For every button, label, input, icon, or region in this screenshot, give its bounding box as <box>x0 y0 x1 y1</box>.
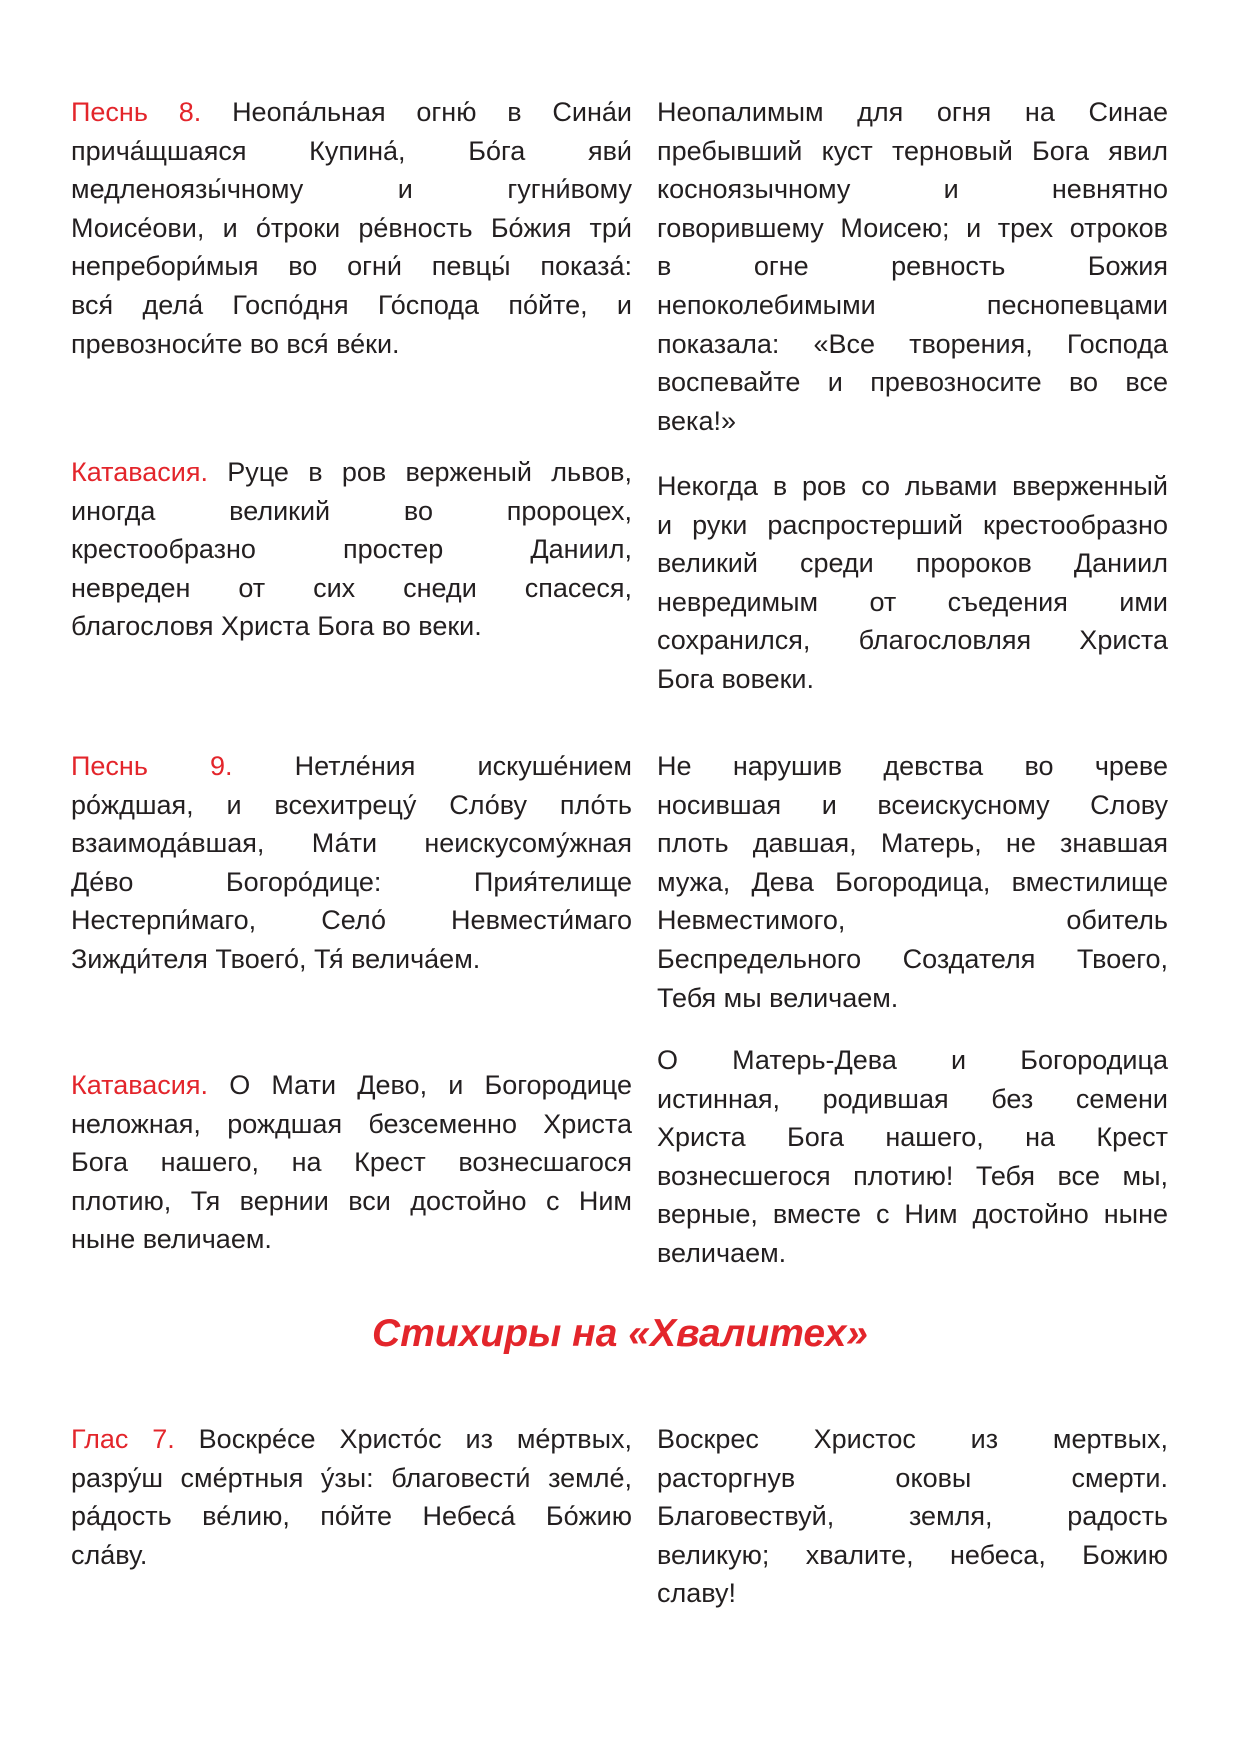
text-line: верные, вместе с Ним достойно ныне <box>657 1199 1168 1230</box>
text-line: Нестерпи́маго, Село́ Невмести́маго <box>71 905 632 936</box>
text-line: косноязычному и невнятно <box>657 174 1168 205</box>
section-heading: Стихиры на «Хвалитех» <box>372 1312 868 1355</box>
katavasia-9-translation-text <box>657 1041 1168 1273</box>
song-9-original-text <box>71 747 632 979</box>
text-line <box>71 453 632 492</box>
line-text: Руце в ров верженый львов, <box>227 457 632 487</box>
text-line: крестообразно простер Даниил, <box>71 534 632 565</box>
text-line: Беспредельного Создателя Твоего, <box>657 943 1168 974</box>
text-line: великую; хвалите, небеса, Божию <box>657 1539 1168 1570</box>
text-line: благословя Христа Бога во веки. <box>71 611 482 642</box>
text-line: мужа, Дева Богородица, вместилище <box>657 866 1168 897</box>
text-line: пребывший куст терновый Бога явил <box>657 135 1168 166</box>
tone-7-original-text <box>71 1420 632 1574</box>
text-line: Некогда в ров со львами вверженный <box>657 471 1168 501</box>
text-line <box>71 747 632 786</box>
verse-label: Катавасия. <box>71 1070 208 1100</box>
text-line <box>71 1066 632 1105</box>
tone-7-translation-text <box>657 1420 1168 1613</box>
text-line: вся́ дела́ Госпо́дня Го́спода по́йте, и <box>71 289 632 320</box>
text-line: Бога нашего, на Крест вознесшагося <box>71 1147 632 1178</box>
text-line: разру́ш сме́ртныя у́зы: благовести́ земле́, <box>71 1462 632 1493</box>
text-line: расторгнув оковы смерти. <box>657 1462 1168 1493</box>
text-line: сла́ву. <box>71 1539 148 1570</box>
text-line: Де́во Богоро́дице: Прия́телище <box>71 866 632 897</box>
text-line: в огне ревность Божия <box>657 251 1168 282</box>
katavasia-8-translation-text <box>657 467 1168 699</box>
verse-label: Песнь 9. <box>71 751 233 781</box>
line-text: О Мати Дево, и Богородице <box>229 1070 632 1100</box>
text-line: Христа Бога нашего, на Крест <box>657 1122 1168 1153</box>
text-line: истинная, родившая без семени <box>657 1083 1168 1114</box>
text-line: невредимым от съедения ими <box>657 586 1168 617</box>
verse-label: Глас 7. <box>71 1424 175 1454</box>
line-text: Воскре́се Христо́с из ме́ртвых, <box>198 1424 632 1454</box>
text-line: ра́дость ве́лию, по́йте Небеса́ Бо́жию <box>71 1501 632 1532</box>
line-text: Неопа́льная огню́ в Сина́и <box>232 97 632 127</box>
text-line: взаимода́вшая, Ма́ти неискусому́жная <box>71 828 632 859</box>
text-line: плоть давшая, Матерь, не знавшая <box>657 828 1168 859</box>
text-line: показала: «Все творения, Господа <box>657 328 1168 359</box>
text-line: века!» <box>657 405 736 436</box>
text-line: прича́щшаяся Купина́, Бо́га яви́ <box>71 135 632 166</box>
text-line: ро́ждшая, и всехитрецу́ Сло́ву пло́ть <box>71 789 632 820</box>
text-line: Бога вовеки. <box>657 663 815 694</box>
song-8-original-text <box>71 93 632 363</box>
text-line <box>71 1420 632 1459</box>
text-line: сохранился, благословляя Христа <box>657 625 1168 656</box>
text-line: воспевайте и превозносите во все <box>657 367 1168 398</box>
text-line: носившая и всеискусному Слову <box>657 789 1168 820</box>
song-9-translation-text <box>657 747 1168 1017</box>
text-line: говорившему Моисею; и трех отроков <box>657 212 1168 243</box>
verse-label: Катавасия. <box>71 457 208 487</box>
text-line: Воскрес Христос из мертвых, <box>657 1424 1168 1454</box>
line-text: Нетле́ния искуше́нием <box>294 751 632 781</box>
song-8-translation-text <box>657 93 1168 440</box>
text-line: ныне величаем. <box>71 1224 272 1255</box>
text-line: Моисе́ови, и о́троки ре́вность Бо́жия три́ <box>71 212 632 243</box>
katavasia-8-original-text <box>71 453 632 646</box>
text-line: и руки распростерший крестообразно <box>657 509 1168 540</box>
verse-label: Песнь 8. <box>71 97 202 127</box>
text-line: Неопалимым для огня на Синае <box>657 97 1168 127</box>
text-line: неложная, рождшая безсеменно Христа <box>71 1108 632 1139</box>
text-line: Зижди́теля Твоего́, Тя́ велича́ем. <box>71 943 481 974</box>
text-line: иногда великий во пророцех, <box>71 495 632 526</box>
text-line: славу! <box>657 1578 737 1609</box>
text-line: плотию, Тя вернии вси достойно с Ним <box>71 1185 632 1216</box>
text-line: вознесшегося плотию! Тебя все мы, <box>657 1160 1168 1191</box>
text-line: величаем. <box>657 1237 787 1268</box>
text-line: непребори́мыя во огни́ певцы́ показа́: <box>71 251 632 282</box>
text-line: великий среди пророков Даниил <box>657 548 1168 579</box>
text-line: Не нарушив девства во чреве <box>657 751 1168 781</box>
text-line: Благовествуй, земля, радость <box>657 1501 1168 1532</box>
text-line <box>71 93 632 132</box>
text-line: медленоязы́чному и гугни́вому <box>71 174 632 205</box>
text-line: непоколебимыми песнопевцами <box>657 289 1168 320</box>
text-line: Тебя мы величаем. <box>657 982 899 1013</box>
text-line: О Матерь-Дева и Богородица <box>657 1045 1168 1075</box>
text-line: Невместимого, обитель <box>657 905 1168 936</box>
text-line: невреден от сих снеди спасеся, <box>71 572 632 603</box>
text-line: превозноси́те во вся́ ве́ки. <box>71 328 400 359</box>
katavasia-9-original-text <box>71 1066 632 1259</box>
